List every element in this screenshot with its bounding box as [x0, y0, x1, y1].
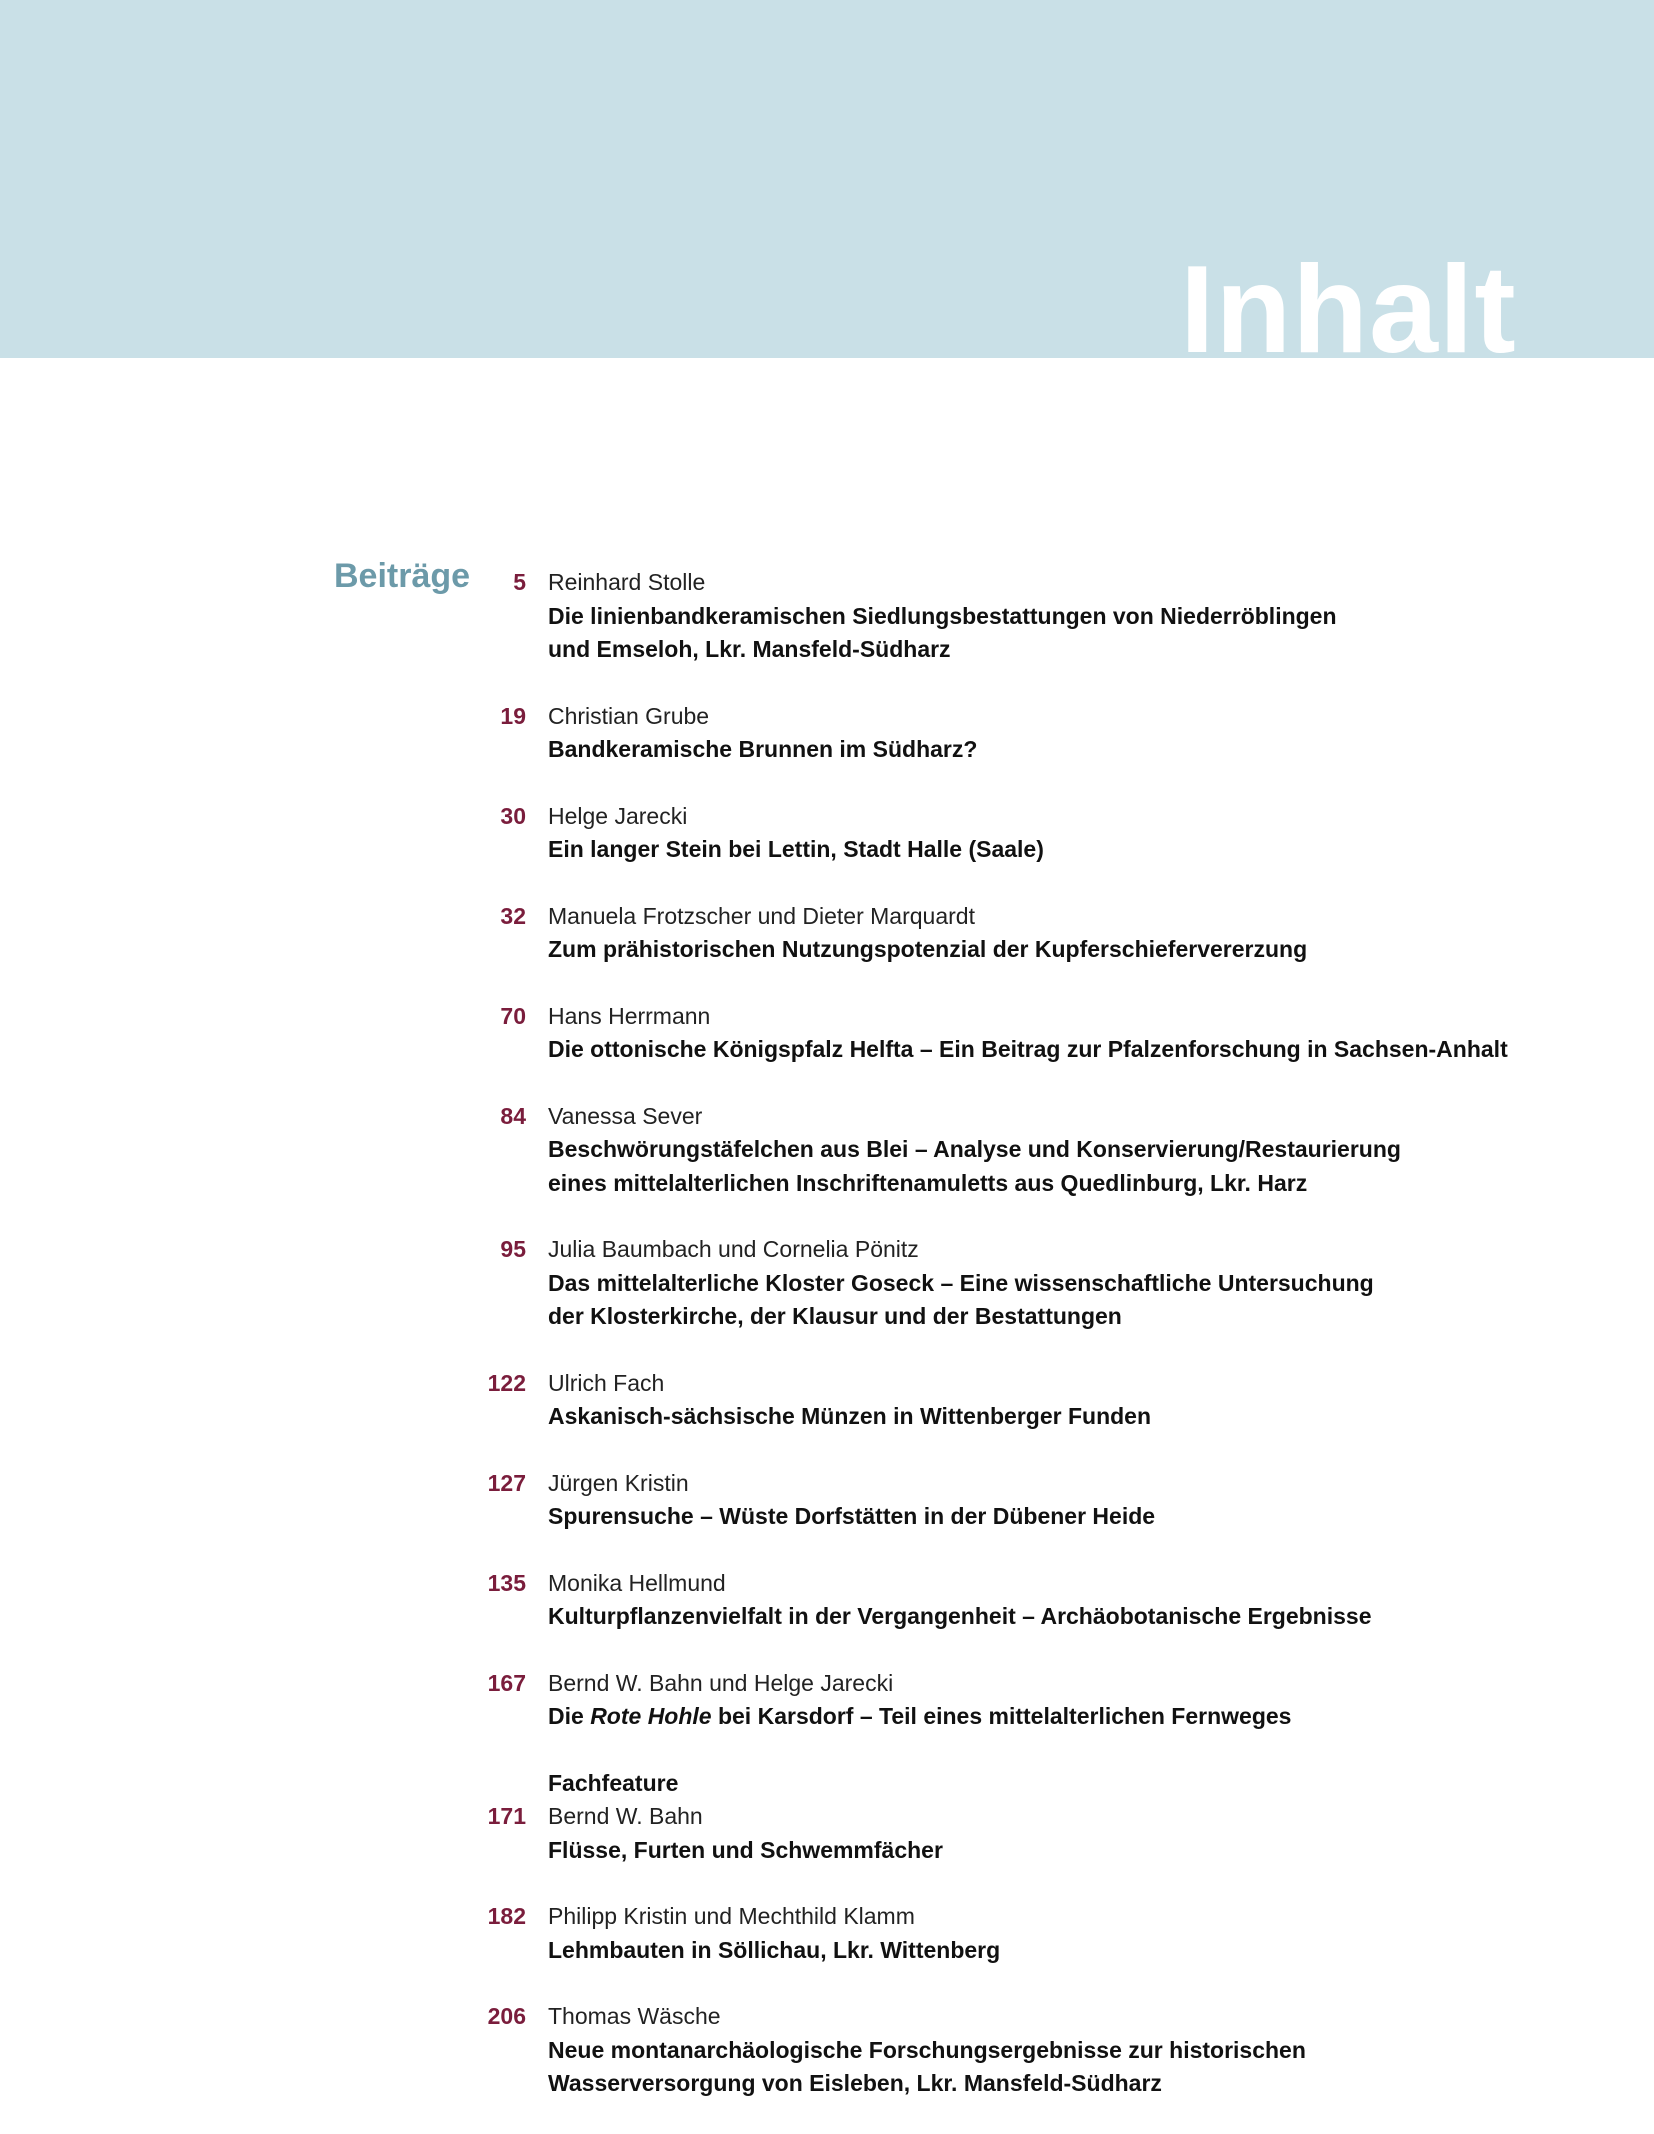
page-number: 84 — [500, 1102, 526, 1129]
entry-title-line: Kulturpflanzenvielfalt in der Vergangenheit – Archäobotanische Ergebnisse — [548, 1603, 1372, 1629]
page-number: 122 — [487, 1369, 526, 1396]
entry-body — [548, 1667, 1630, 1734]
toc-entry[interactable] — [440, 1100, 1630, 1201]
entry-title-line: Lehmbauten in Söllichau, Lkr. Wittenberg — [548, 1936, 1001, 1963]
entry-body — [548, 1000, 1630, 1067]
entry-author: Christian Grube — [548, 702, 710, 729]
page-number: 32 — [500, 902, 526, 929]
entry-body — [548, 1367, 1630, 1434]
header-band — [0, 0, 1654, 358]
entry-author: Reinhard Stolle — [548, 569, 706, 595]
entry-author: Helge Jarecki — [548, 802, 688, 829]
entry-kicker: Fachfeature — [548, 1769, 679, 1796]
entry-title-line: Die ottonische Königspfalz Helfta – Ein Beitrag zur Pfalzenforschung in Sachsen-Anhalt — [548, 1036, 1508, 1062]
entry-title-line: Das mittelalterliche Kloster Goseck – Eine wissenschaftliche Untersuchung — [548, 1269, 1374, 1296]
entry-title-line: Zum prähistorischen Nutzungspotenzial der Kupferschiefervererzung — [548, 936, 1308, 962]
page-number: 30 — [500, 802, 526, 829]
page-number: 171 — [487, 1803, 526, 1829]
entry-title-line: Neue montanarchäologische Forschungsergebnisse zur historischen — [548, 2036, 1306, 2063]
toc-entry[interactable] — [440, 1000, 1630, 1067]
toc-entry[interactable] — [440, 1367, 1630, 1434]
entry-title-line: Wasserversorgung von Eisleben, Lkr. Mansfeld-Südharz — [548, 2070, 1162, 2096]
entry-title-line: Askanisch-sächsische Münzen in Wittenberger Funden — [548, 1403, 1152, 1429]
page-number: 135 — [487, 1569, 526, 1596]
entry-body — [548, 1467, 1630, 1534]
entry-title-line: Flüsse, Furten und Schwemmfächer — [548, 1836, 943, 1863]
table-of-contents — [440, 566, 1630, 2134]
toc-entry[interactable] — [440, 700, 1630, 767]
entry-author: Hans Herrmann — [548, 1002, 711, 1029]
entry-title-line: eines mittelalterlichen Inschriftenamuletts aus Quedlinburg, Lkr. Harz — [548, 1169, 1308, 1196]
toc-entry[interactable] — [440, 1233, 1630, 1334]
toc-entry[interactable] — [440, 800, 1630, 867]
entry-title-line: der Klosterkirche, der Klausur und der Bestattungen — [548, 1303, 1122, 1329]
entry-body — [548, 1567, 1630, 1634]
entry-author: Manuela Frotzscher und Dieter Marquardt — [548, 902, 975, 929]
toc-entry[interactable] — [440, 1767, 1630, 1868]
entry-title-part: Die — [548, 1703, 591, 1729]
toc-entry[interactable] — [440, 1900, 1630, 1967]
toc-entry[interactable] — [440, 900, 1630, 967]
entry-title-line — [548, 1700, 1630, 1734]
page-number: 70 — [500, 1002, 526, 1029]
entry-body — [548, 700, 1630, 767]
entry-body — [548, 566, 1630, 667]
entry-author: Monika Hellmund — [548, 1569, 726, 1596]
toc-entry[interactable] — [440, 1567, 1630, 1634]
toc-entry[interactable] — [440, 1467, 1630, 1534]
entry-body — [548, 2000, 1630, 2101]
page-number: 167 — [487, 1669, 526, 1696]
page-number: 5 — [513, 569, 526, 595]
entry-author: Bernd W. Bahn und Helge Jarecki — [548, 1669, 894, 1696]
entry-body — [548, 800, 1630, 867]
page-number: 19 — [500, 702, 526, 729]
entry-title-part: bei Karsdorf – Teil eines mittelalterlichen Fernweges — [711, 1703, 1292, 1729]
entry-title-line: Die linienbandkeramischen Siedlungsbestattungen von Niederröblingen — [548, 602, 1337, 629]
entry-title-line: Bandkeramische Brunnen im Südharz? — [548, 736, 978, 762]
entry-author: Thomas Wäsche — [548, 2003, 721, 2029]
entry-author: Jürgen Kristin — [548, 1469, 689, 1496]
entry-title-line: Ein langer Stein bei Lettin, Stadt Halle (Saale) — [548, 836, 1044, 862]
entry-author: Julia Baumbach und Cornelia Pönitz — [548, 1236, 919, 1262]
page-number: 182 — [487, 1903, 526, 1929]
entry-author: Vanessa Sever — [548, 1102, 703, 1129]
entry-title-italic: Rote Hohle — [590, 1703, 712, 1729]
page-number: 95 — [500, 1236, 526, 1262]
entry-title-line: Spurensuche – Wüste Dorfstätten in der Dübener Heide — [548, 1503, 1156, 1529]
entry-title-line: Beschwörungstäfelchen aus Blei – Analyse und Konservierung/Restaurierung — [548, 1136, 1401, 1162]
page-number: 127 — [487, 1469, 526, 1496]
toc-entry[interactable] — [440, 1667, 1630, 1734]
entry-body — [548, 1100, 1630, 1201]
toc-entry[interactable] — [440, 566, 1630, 667]
page-number: 206 — [487, 2003, 526, 2029]
page-title: Inhalt — [1180, 241, 1517, 358]
entry-body — [548, 1900, 1630, 1967]
entry-title-line: und Emseloh, Lkr. Mansfeld-Südharz — [548, 636, 951, 662]
entry-body — [548, 1233, 1630, 1334]
toc-entry[interactable] — [440, 2000, 1630, 2101]
entry-body — [548, 1767, 1630, 1868]
entry-author: Ulrich Fach — [548, 1369, 665, 1396]
entry-author: Philipp Kristin und Mechthild Klamm — [548, 1903, 915, 1929]
section-label: Beiträge — [334, 557, 471, 595]
entry-author: Bernd W. Bahn — [548, 1803, 703, 1829]
entry-body — [548, 900, 1630, 967]
